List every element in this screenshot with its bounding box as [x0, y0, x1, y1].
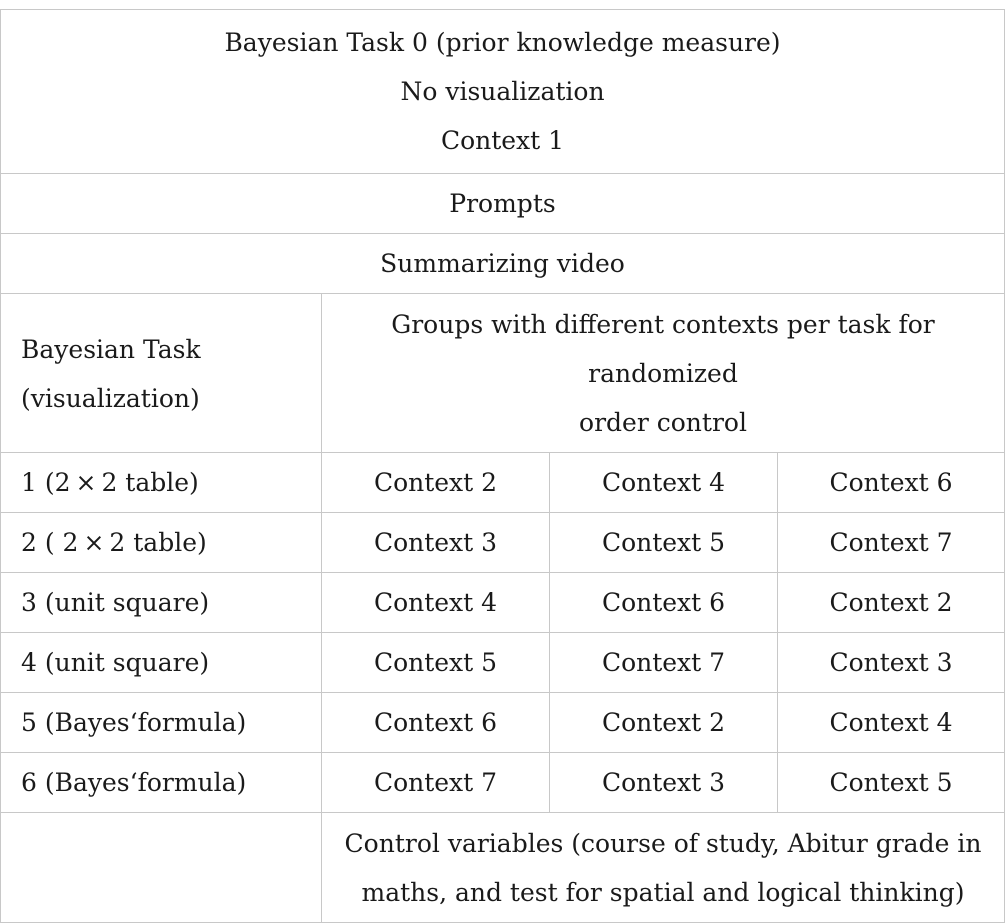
- table-row: [1, 453, 1005, 513]
- groups-header-line-1: Groups with different contexts per task for randomized: [391, 310, 935, 388]
- empty-task-cell: [1, 813, 322, 923]
- group-3-cell: Context 7: [778, 513, 1005, 573]
- groups-header-line-2: order control: [579, 408, 747, 437]
- prior-knowledge-row: [1, 10, 1005, 174]
- prior-knowledge-context: Context 1: [440, 126, 565, 155]
- group-3-cell: Context 3: [778, 633, 1005, 693]
- group-1-cell: Context 7: [322, 753, 550, 813]
- group-1-cell: Context 5: [322, 633, 550, 693]
- control-variables-cell: [322, 813, 1005, 923]
- study-design-table: [0, 9, 1005, 923]
- control-variables-line-1: Control variables (course of study, Abitur grade in: [344, 829, 982, 858]
- task-cell: 6 (Bayes‘formula): [1, 753, 322, 813]
- task-header-cell: [1, 294, 322, 453]
- task-cell: 1 (2 × 2 table): [1, 453, 322, 513]
- table-row: [1, 513, 1005, 573]
- prior-knowledge-title: Bayesian Task 0 (prior knowledge measure): [224, 28, 781, 57]
- task-header-line-1: Bayesian Task: [21, 334, 201, 364]
- control-variables-line-2: maths, and test for spatial and logical thinking): [361, 878, 965, 907]
- table-row: [1, 573, 1005, 633]
- group-1-cell: Context 3: [322, 513, 550, 573]
- task-cell: 5 (Bayes‘formula): [1, 693, 322, 753]
- group-2-cell: Context 3: [550, 753, 778, 813]
- task-cell: 3 (unit square): [1, 573, 322, 633]
- group-1-cell: Context 2: [322, 453, 550, 513]
- group-3-cell: Context 2: [778, 573, 1005, 633]
- prompts-row: [1, 174, 1005, 234]
- summary-row: [1, 234, 1005, 294]
- group-1-cell: Context 4: [322, 573, 550, 633]
- group-2-cell: Context 4: [550, 453, 778, 513]
- prompts-cell: Prompts: [1, 174, 1005, 234]
- group-3-cell: Context 5: [778, 753, 1005, 813]
- summary-cell: Summarizing video: [1, 234, 1005, 294]
- group-2-cell: Context 7: [550, 633, 778, 693]
- table-row: [1, 693, 1005, 753]
- study-design-table-wrapper: [0, 9, 1004, 923]
- group-2-cell: Context 2: [550, 693, 778, 753]
- task-cell: 2 ( 2 × 2 table): [1, 513, 322, 573]
- group-3-cell: Context 6: [778, 453, 1005, 513]
- prior-knowledge-cell: [1, 10, 1005, 174]
- task-cell: 4 (unit square): [1, 633, 322, 693]
- group-2-cell: Context 6: [550, 573, 778, 633]
- groups-header-cell: [322, 294, 1005, 453]
- table-row: [1, 753, 1005, 813]
- task-header-line-2: (visualization): [21, 383, 200, 413]
- group-3-cell: Context 4: [778, 693, 1005, 753]
- table-row: [1, 633, 1005, 693]
- group-1-cell: Context 6: [322, 693, 550, 753]
- group-2-cell: Context 5: [550, 513, 778, 573]
- column-header-row: [1, 294, 1005, 453]
- control-variables-row: [1, 813, 1005, 923]
- prior-knowledge-visualization: No visualization: [400, 77, 605, 106]
